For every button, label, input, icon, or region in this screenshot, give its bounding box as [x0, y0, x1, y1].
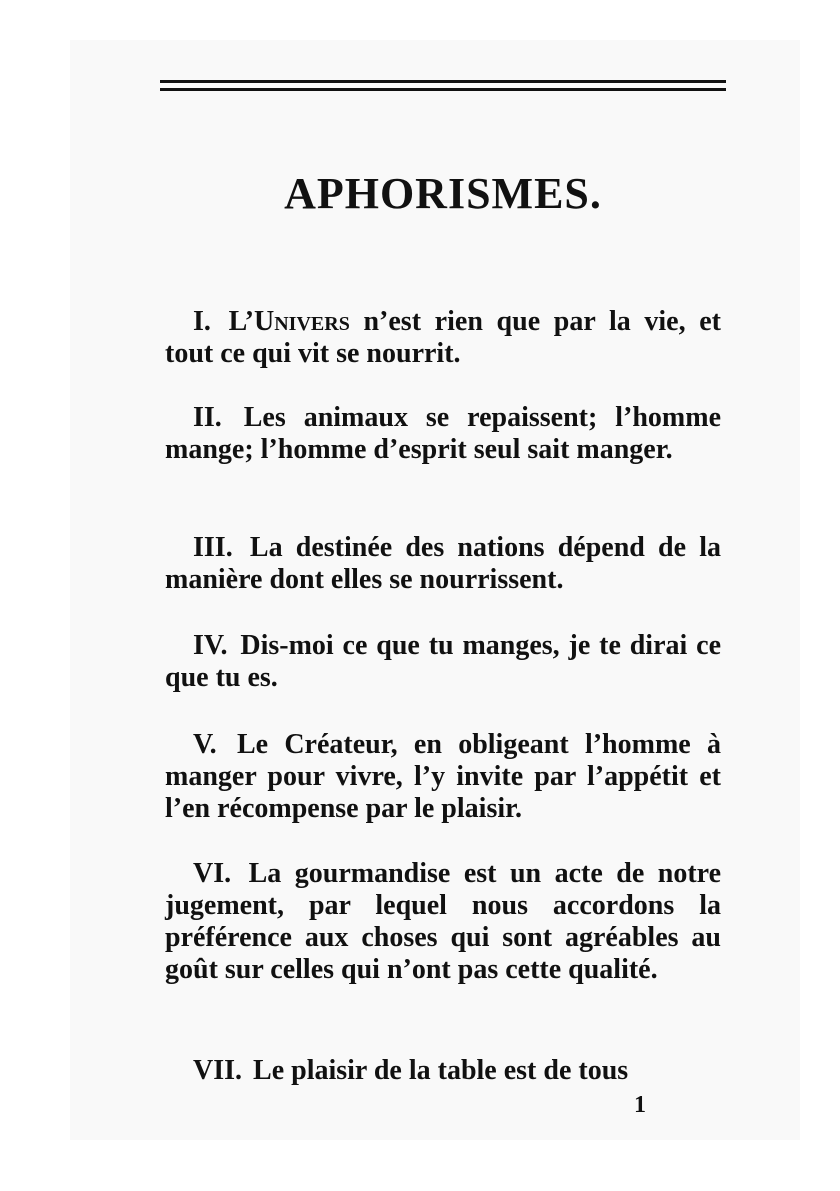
aphorism-1	[165, 306, 721, 370]
aphorism-number: VI.	[193, 858, 232, 889]
aphorism-smallcaps-word: Univers	[254, 306, 350, 337]
aphorism-4	[165, 630, 721, 694]
aphorism-text: La destinée des nations dépend de la manière dont elles se nourrissent.	[165, 532, 722, 595]
aphorism-5	[165, 729, 721, 825]
aphorism-7	[165, 1055, 721, 1087]
aphorism-number: V.	[193, 729, 217, 760]
aphorism-2	[165, 402, 721, 466]
aphorism-number: VII.	[193, 1055, 243, 1086]
aphorism-text: Le Créateur, en obligeant l’homme à manger pour vivre, l’y invite par l’appétit et l’en récompense par le plaisir.	[165, 729, 722, 824]
aphorism-text: Dis-moi ce que tu manges, je te dirai ce que tu es.	[165, 630, 721, 693]
top-rule	[160, 80, 726, 83]
aphorism-text: Le plaisir de la table est de tous	[253, 1055, 629, 1086]
aphorism-text: La gourmandise est un acte de notre jugement, par lequel nous accordons la préférence aux choses qui sont agréables au goût sur celles qui n’ont pas cette qualité.	[165, 858, 722, 985]
page-number: 1	[634, 1092, 646, 1118]
aphorism-6	[165, 858, 721, 986]
aphorism-number: IV.	[193, 630, 228, 661]
aphorism-text-prefix: L’	[228, 306, 255, 337]
aphorism-number: III.	[193, 532, 233, 563]
aphorism-3	[165, 532, 721, 596]
top-rule-secondary	[160, 88, 726, 91]
aphorism-text: n’est rien que par la vie, et tout ce qui vit se nourrit.	[165, 306, 722, 369]
aphorism-number: II.	[193, 402, 222, 433]
page-title: APHORISMES.	[284, 169, 602, 218]
aphorism-number: I.	[193, 306, 211, 337]
aphorism-text: Les animaux se repaissent; l’homme mange; l’homme d’esprit seul sait manger.	[165, 402, 722, 465]
